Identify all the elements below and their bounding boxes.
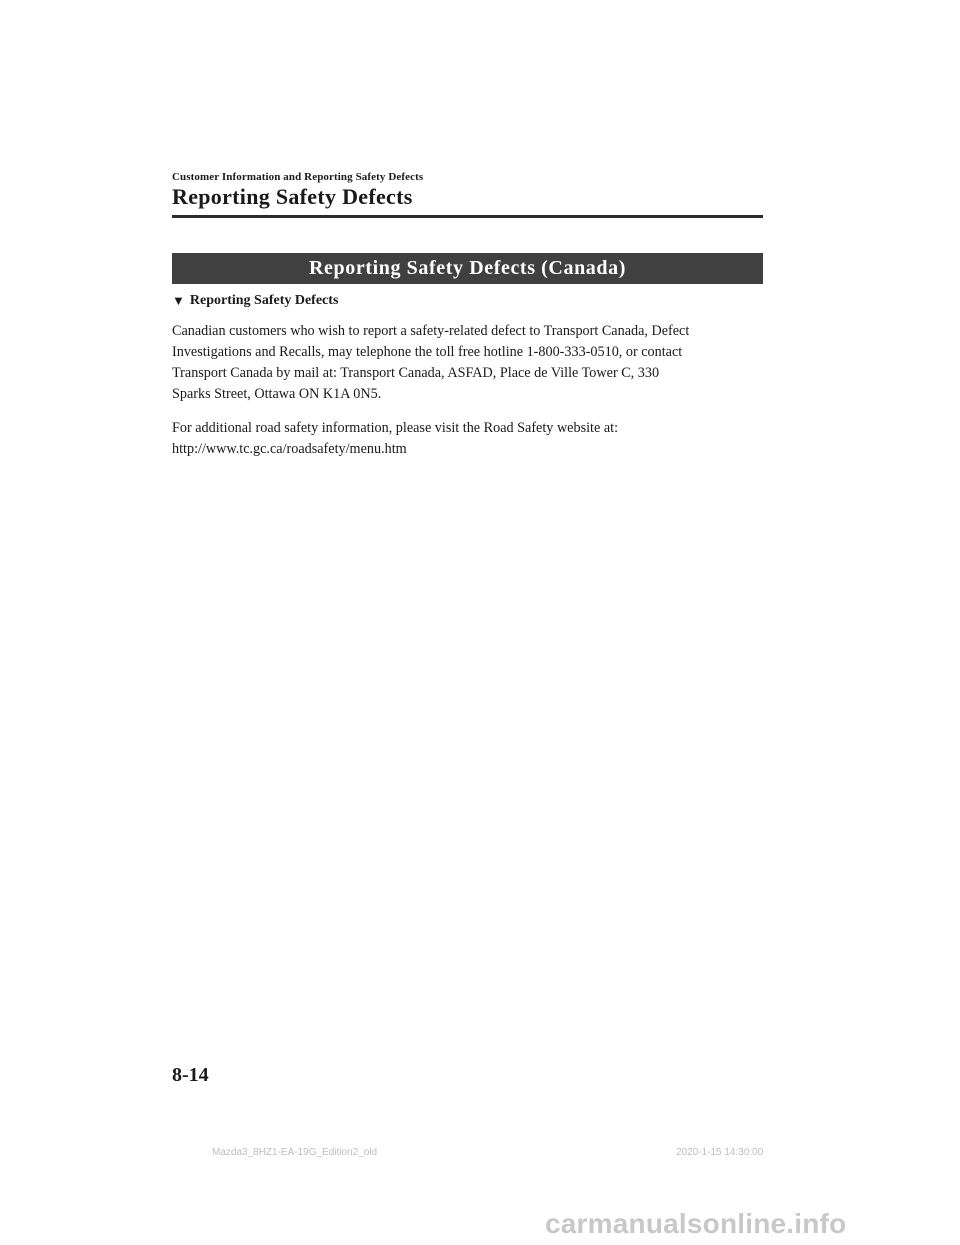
section-title: Reporting Safety Defects [172, 184, 413, 209]
watermark: carmanualsonline.info [545, 1208, 847, 1239]
road-safety-url: http://www.tc.gc.ca/roadsafety/menu.htm [172, 441, 407, 457]
paragraph-line: Canadian customers who wish to report a safety-related defect to Transport Canada, Defect [172, 323, 690, 339]
paragraph-line: Sparks Street, Ottawa ON K1A 0N5. [172, 386, 382, 402]
subsection-heading [172, 293, 338, 309]
contact-paragraph [172, 321, 764, 405]
website-paragraph [172, 418, 764, 460]
paragraph-line: For additional road safety information, please visit the Road Safety website at: [172, 420, 619, 436]
page-number: 8-14 [172, 1064, 209, 1086]
paragraph-line: Investigations and Recalls, may telephone the toll free hotline 1-800-333-0510, or contact [172, 344, 683, 360]
topic-banner [172, 253, 763, 284]
triangle-marker-icon: ▼ [172, 293, 185, 308]
paragraph-line: Transport Canada by mail at: Transport Canada, ASFAD, Place de Ville Tower C, 330 [172, 365, 660, 381]
footer-timestamp: 2020-1-15 14:30:00 [676, 1147, 764, 1158]
chapter-header: Customer Information and Reporting Safety Defects [172, 171, 424, 183]
footer-file-info: Mazda3_8HZ1-EA-19G_Edition2_old [212, 1147, 378, 1158]
header-divider [172, 215, 763, 218]
banner-title: Reporting Safety Defects (Canada) [309, 257, 626, 279]
subsection-title: Reporting Safety Defects [189, 293, 339, 308]
